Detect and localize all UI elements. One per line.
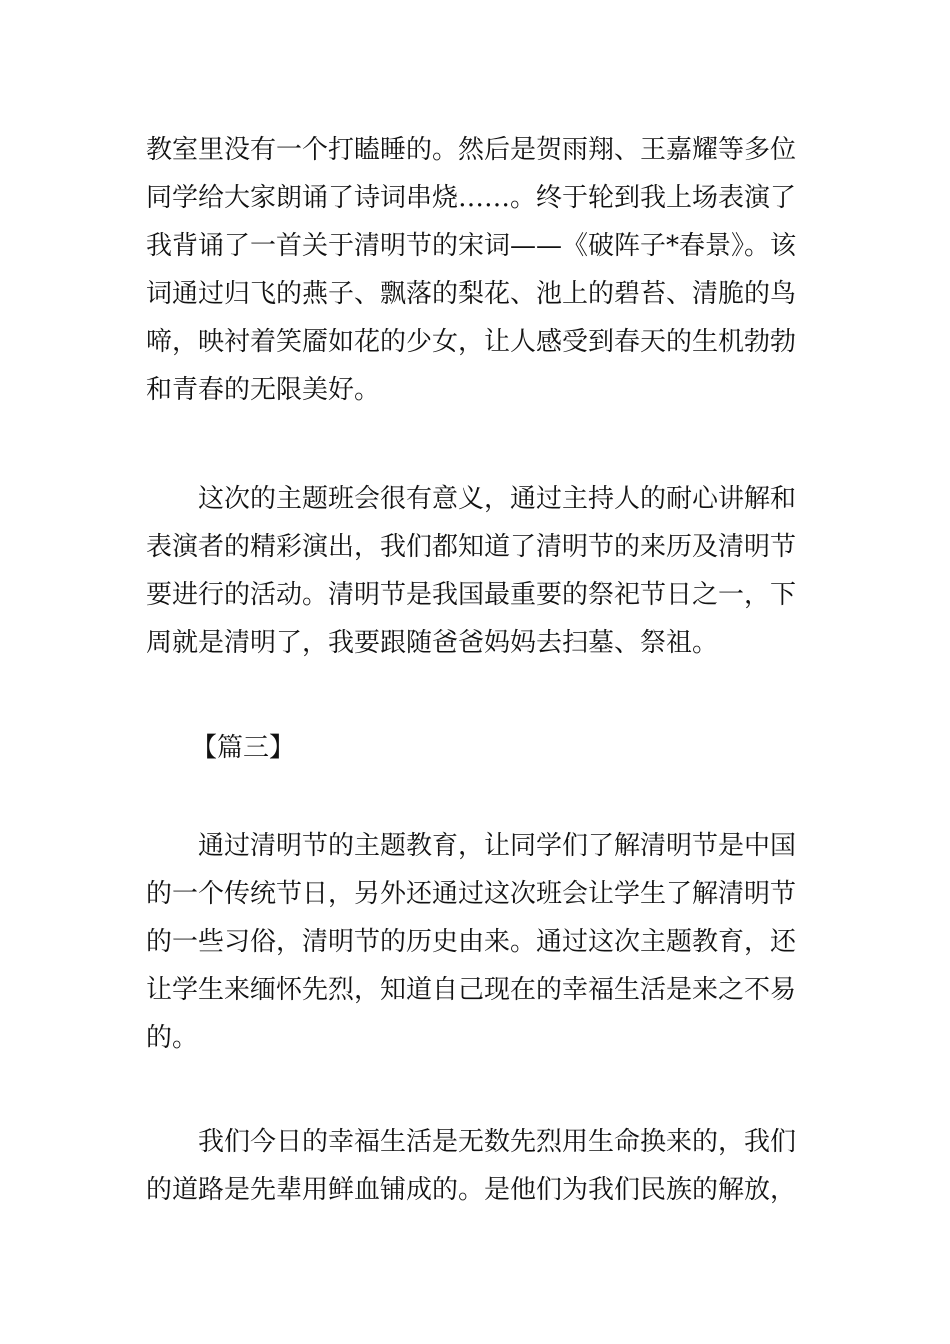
text-line: 要进行的活动。清明节是我国最重要的祭祀节日之一，下 (146, 580, 797, 610)
text-line: 周就是清明了，我要跟随爸爸妈妈去扫墓、祭祖。 (146, 628, 719, 658)
text-line: 让学生来缅怀先烈，知道自己现在的幸福生活是来之不易 (146, 975, 797, 1005)
text-line: 通过清明节的主题教育，让同学们了解清明节是中国 (198, 831, 797, 861)
paragraph-2 (146, 475, 816, 667)
text-line: 我背诵了一首关于清明节的宋词——《破阵子*春景》。该 (146, 231, 797, 261)
section-title: 【篇三】 (191, 733, 296, 763)
text-line: 和青春的无限美好。 (146, 375, 381, 405)
text-line: 的一些习俗，清明节的历史由来。通过这次主题教育，还 (146, 927, 797, 957)
text-line: 我们今日的幸福生活是无数先烈用生命换来的，我们 (198, 1127, 797, 1157)
text-line: 表演者的精彩演出，我们都知道了清明节的来历及清明节 (146, 532, 797, 562)
text-line: 同学给大家朗诵了诗词串烧……。终于轮到我上场表演了 (146, 183, 797, 213)
text-line: 的道路是先辈用鲜血铺成的。是他们为我们民族的解放， (146, 1175, 797, 1205)
text-line: 这次的主题班会很有意义，通过主持人的耐心讲解和 (198, 484, 797, 514)
paragraph-1 (146, 126, 816, 414)
text-line: 词通过归飞的燕子、飘落的梨花、池上的碧苔、清脆的鸟 (146, 279, 797, 309)
text-line: 教室里没有一个打瞌睡的。然后是贺雨翔、王嘉耀等多位 (146, 135, 797, 165)
paragraph-3 (146, 822, 816, 1062)
paragraph-4 (146, 1118, 816, 1214)
text-line: 的一个传统节日，另外还通过这次班会让学生了解清明节 (146, 879, 797, 909)
section-heading (146, 724, 816, 772)
text-line: 啼，映衬着笑靥如花的少女，让人感受到春天的生机勃勃 (146, 327, 797, 357)
text-line: 的。 (146, 1023, 199, 1053)
